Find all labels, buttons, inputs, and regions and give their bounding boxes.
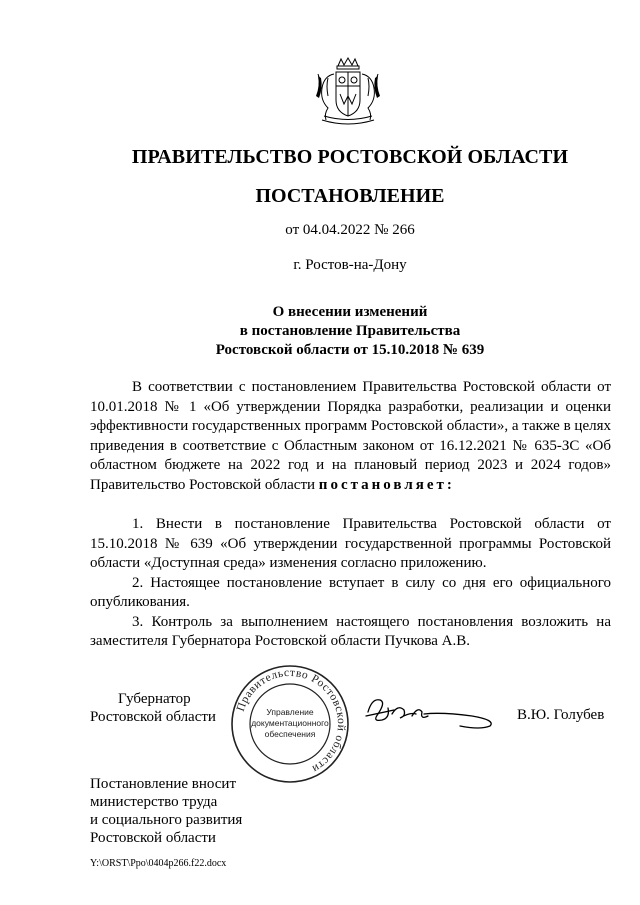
signatory-role <box>90 690 216 726</box>
preamble-text: В соответствии с постановлением Правительства Ростовской области от 10.01.2018 № 1 «Об утверждении Порядка разработки, реализации и оценки эффективности государственных программ Ростовской области», а также в целях приведения в соответствие с Областным законом от 16.12.2021 № 635-ЗС «Об областном бюджете на 2022 год и на плановый период 2023 и 2024 годов» Правительство Ростовской области <box>90 379 611 493</box>
date-number: от 04.04.2022 № 266 <box>285 222 415 238</box>
official-seal-stamp <box>228 662 352 786</box>
subject-line: О внесении изменений <box>272 304 428 320</box>
governor-name: В.Ю. Голубев <box>517 707 605 723</box>
preamble-paragraph <box>90 378 611 495</box>
seal-center-line: документационного <box>251 718 329 728</box>
document-subject <box>0 303 640 360</box>
role-line: Ростовской области <box>90 709 216 725</box>
resolution-item: 3. Контроль за выполнением настоящего постановления возложить на заместителя Губернатора Ростовской области Пучкова А.В. <box>90 613 611 649</box>
role-line: Губернатор <box>118 691 191 707</box>
introduced-line: Постановление вносит <box>90 776 237 792</box>
city: г. Ростов-на-Дону <box>293 257 407 273</box>
subject-line: Ростовской области от 15.10.2018 № 639 <box>215 342 485 358</box>
introduced-line: и социального развития <box>90 812 243 828</box>
file-path: Y:\ORST\Ppo\0404p266.f22.docx <box>90 858 227 869</box>
introduced-by <box>90 775 242 847</box>
subject-line: в постановление Правительства <box>239 323 461 339</box>
coat-of-arms-icon <box>314 56 382 128</box>
handwritten-signature <box>362 690 502 732</box>
document-type: ПОСТАНОВЛЕНИЕ <box>255 185 445 207</box>
government-title: ПРАВИТЕЛЬСТВО РОСТОВСКОЙ ОБЛАСТИ <box>131 146 569 168</box>
seal-center-line: Управление <box>266 707 314 717</box>
resolution-item: 1. Внести в постановление Правительства Ростовской области от 15.10.2018 № 639 «Об утверждении государственной программы Ростовской области «Доступная среда» изменения согласно приложению. <box>90 516 611 571</box>
seal-center-line: обеспечения <box>264 729 316 739</box>
resolution-item: 2. Настоящее постановление вступает в силу со дня его официального опубликования. <box>90 574 611 610</box>
seal-ring-text: Правительство Ростовской области <box>234 666 348 776</box>
introduced-line: Ростовской области <box>90 830 216 846</box>
resolution-items <box>90 515 611 652</box>
decrees-word: постановляет: <box>318 476 455 493</box>
introduced-line: министерство труда <box>90 794 218 810</box>
